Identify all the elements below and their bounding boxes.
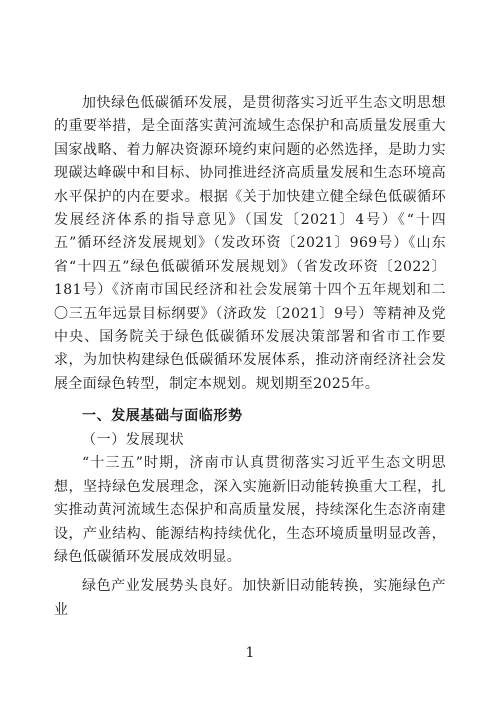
subsection-heading: （一）发展现状 — [82, 432, 185, 449]
intro-paragraph: 加快绿色低碳循环发展，是贯彻落实习近平生态文明思想的重要举措，是全面落实黄河流域生态保护和高质量发展重大国家战略、着力解决资源环境约束问题的必然选择，是助力实现碳达峰碳中和目标、协同推进经济高质量发展和生态环境高水平保护的内在要求。根据《关于加快建立健全绿色低碳循环发展经济体系的指导意见》（国发〔2021〕4号）《“十四五”循环经济发展规划》（发改环资〔2021〕969号）《山东省“十四五”绿色低碳循环发展规划》（省发改环资〔2022〕181号）《济南市国民经济和社会发展第十四个五年规划和二〇三五年远景目标纲要》（济政发〔2021〕9号）等精神及党中央、国务院关于绿色低碳循环发展决策部署和省市工作要求，为加快构建绿色低碳循环发展体系，推动济南经济社会发展全面绿色转型，制定本规划。规划期至2025年。 — [54, 95, 446, 392]
green-industry-paragraph: 绿色产业发展势头良好。加快新旧动能转换，实施绿色产业 — [54, 578, 446, 618]
page-number: 1 — [245, 645, 255, 661]
status-paragraph: “十三五”时期，济南市认真贯彻落实习近平生态文明思想，坚持绿色发展理念，深入实施新旧动能转换重大工程，扎实推动黄河流域生态保护和高质量发展，持续深化生态济南建设，产业结构、能源结构持续优化，生态环境质量明显改善，绿色低碳循环发展成效明显。 — [54, 455, 446, 565]
document-body — [54, 92, 446, 622]
paragraph-gap — [54, 396, 446, 402]
section-heading: 一、发展基础与面临形势 — [82, 408, 243, 425]
